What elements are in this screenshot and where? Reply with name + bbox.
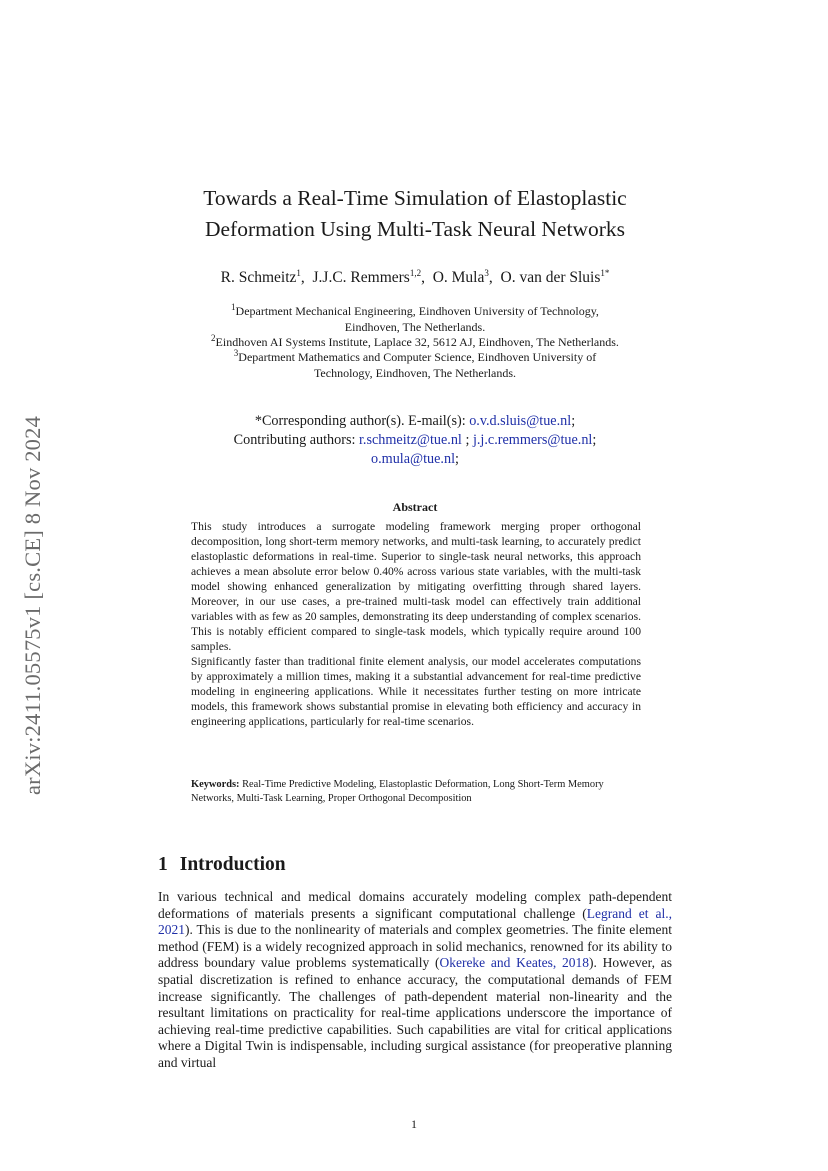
citation-link[interactable]: Okereke and Keates, 2018: [439, 955, 590, 971]
author-list: R. Schmeitz$^1$, J.J.C. Remmers$^{1,2}$, O. Mula$^3$, O. van der Sluis$^{1*}$: [220, 268, 610, 287]
affiliation-mark: 1: [231, 302, 236, 312]
abstract-heading: Abstract: [392, 500, 438, 514]
section-body: [158, 889, 672, 1072]
author-name: O. van der Sluis: [500, 269, 601, 287]
contributing-label: Contributing authors:: [233, 432, 356, 448]
author-affiliation-mark: 1: [296, 268, 301, 278]
author-email-link[interactable]: r.schmeitz@tue.nl: [358, 432, 462, 448]
author-affiliation-mark: 1,2: [409, 268, 422, 278]
title-line-2: Deformation Using Multi-Task Neural Networks: [204, 217, 626, 241]
author-email-link[interactable]: j.j.c.remmers@tue.nl: [472, 432, 593, 448]
arxiv-identifier: arXiv:2411.05575v1 [cs.CE] 8 Nov 2024: [20, 415, 45, 795]
affiliation-text: Department Mechanical Engineering, Eindhoven University of Technology,: [235, 304, 599, 318]
title-line-1: Towards a Real-Time Simulation of Elastoplastic: [203, 186, 627, 210]
affiliation-mark: 2: [211, 333, 216, 343]
section-heading: [158, 854, 286, 876]
corresponding-label: *Corresponding author(s). E-mail(s):: [254, 413, 466, 429]
affiliation-mark: 3: [233, 348, 239, 358]
author-name: J.J.C. Remmers: [312, 269, 410, 287]
author-email-link[interactable]: o.mula@tue.nl: [371, 451, 456, 467]
citation-link[interactable]: Legrand et al., 2021: [158, 905, 672, 938]
affiliation-text: Department Mathematics and Computer Science, Eindhoven University of: [238, 350, 597, 364]
affiliation-text: Eindhoven, The Netherlands.: [344, 319, 486, 334]
contact-block: *Corresponding author(s). E-mail(s): o.v.d.sluis@tue.nl; Contributing authors: r.schmeitz@tue.nl ; j.j.c.remmers@tue.nl; o.mula@tue.nl;: [233, 413, 597, 467]
keywords: [191, 778, 641, 806]
page-number: 1: [411, 1117, 417, 1131]
affiliation-text: Eindhoven AI Systems Institute, Laplace 32, 5612 AJ, Eindhoven, The Netherlands.: [215, 335, 619, 349]
author-affiliation-mark: 3: [484, 268, 489, 278]
section-number: 1: [158, 854, 168, 875]
abstract-paragraph: Significantly faster than traditional finite element analysis, our model accelerates computations by approximately a million times, making it a substantial advancement for real-time predictive modeling in engineering applications. While it necessitates further testing on more intricate models, this framework shows substantial promise in elevating both efficiency and accuracy in engineering applications, particularly for real-time scenarios.: [191, 655, 641, 728]
abstract-body: [191, 519, 641, 729]
paper-title: [150, 183, 680, 245]
abstract-paragraph: This study introduces a surrogate modeling framework merging proper orthogonal decomposition, long short-term memory networks, and multi-task learning, to accurately predict elastoplastic deformations in real-time. Superior to single-task neural networks, this approach achieves a mean absolute error below 0.40% across various state variables, with the multi-task model showing enhanced generalization by mitigating overfitting through shared layers. Moreover, in our use cases, a pre-trained multi-task model can effectively train additional variables with as few as 20 samples, demonstrating its deep understanding of complex scenarios. This is notably efficient compared to single-task models, which typically require around 100 samples.: [191, 520, 641, 653]
section-title: Introduction: [179, 854, 286, 875]
affiliation-text: Technology, Eindhoven, The Netherlands.: [313, 365, 517, 380]
author-name: R. Schmeitz: [220, 269, 297, 287]
author-name: O. Mula: [432, 269, 485, 287]
affiliation-1: [150, 300, 680, 335]
body-text: ). This is due to the nonlinearity of materials and complex geometries. The finite element method (FEM) is a widely recognized approach in solid mechanics, renowned for its ability to address boundary value problems systematically (: [158, 922, 672, 971]
body-text: ). However, as spatial discretization is refined to enhance accuracy, the computational demands of FEM increase significantly. The challenges of path-dependent material non-linearity and the resultant limitations on practicality for real-time applications underscore the importance of achieving real-time predictive capabilities. Such capabilities are vital for critical applications where a Digital Twin is indispensable, including surgical assistance (for preoperative planning and virtual: [158, 955, 672, 1070]
author-affiliation-mark: 1*: [600, 268, 610, 278]
body-text: In various technical and medical domains accurately modeling complex path-dependent deformations of materials presents a significant computational challenge (: [158, 889, 672, 921]
keywords-text: Real-Time Predictive Modeling, Elastoplastic Deformation, Long Short-Term Memory Networks, Multi-Task Learning, Proper Orthogonal Decomposition: [191, 779, 604, 804]
corresponding-email-link[interactable]: o.v.d.sluis@tue.nl: [469, 413, 572, 429]
affiliation-3: [150, 346, 680, 381]
keywords-label: Keywords:: [191, 779, 240, 790]
